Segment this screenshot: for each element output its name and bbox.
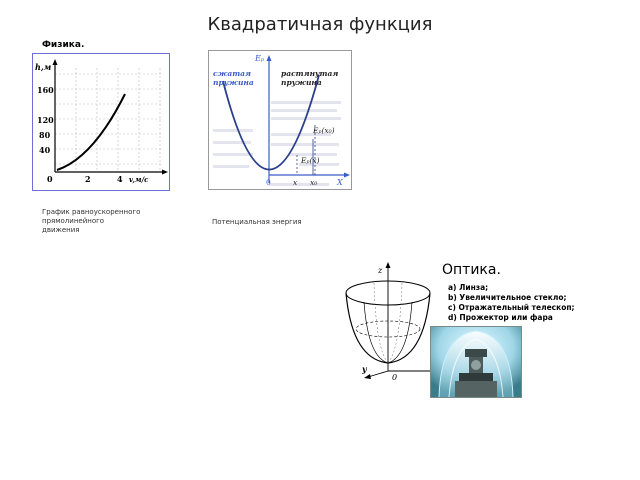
page-title: Квадратичная функция xyxy=(207,14,433,35)
list-item: d) Прожектор или фара xyxy=(448,313,553,322)
graph1-caption xyxy=(42,208,182,235)
physics-label: Физика. xyxy=(42,40,85,50)
optics-title: Оптика. xyxy=(442,262,501,278)
y-axis-label: h,м xyxy=(35,62,52,72)
fountain-photo xyxy=(430,326,522,398)
right-label-line: растянутая xyxy=(281,69,339,78)
paraboloid-svg xyxy=(334,259,442,407)
graph2-caption: Потенциальная энергия xyxy=(212,218,302,226)
x-tick: 4 xyxy=(117,174,123,184)
fountain-photo-svg xyxy=(431,327,521,397)
potential-energy-graph xyxy=(208,50,352,190)
left-label-line: пружина xyxy=(213,78,254,87)
right-label-line: пружина xyxy=(281,78,322,87)
potential-energy-graph-svg xyxy=(209,51,351,189)
list-item: a) Линза; xyxy=(448,283,489,292)
y-axis-label: y xyxy=(362,364,367,374)
y-tick: 80 xyxy=(39,130,51,140)
y-tick: 40 xyxy=(39,145,51,155)
z-axis-label: z xyxy=(378,266,383,275)
y-tick: 160 xyxy=(37,85,54,95)
x-tick: 0 xyxy=(47,174,53,184)
caption-line: График равноускоренного xyxy=(42,208,141,216)
list-item: c) Отражательный телескоп; xyxy=(448,303,575,312)
x0-tick: x₀ xyxy=(310,178,318,187)
list-item: b) Увеличительное стекло; xyxy=(448,293,567,302)
origin-label: 0 xyxy=(266,178,271,187)
x-axis-label: X xyxy=(337,178,343,187)
left-label-line: сжатая xyxy=(213,69,251,78)
velocity-height-graph-svg xyxy=(33,54,169,190)
caption-line: прямолинейного xyxy=(42,217,105,225)
ep-x-label: Eₚ(x) xyxy=(301,156,320,165)
x-tick: 2 xyxy=(85,174,91,184)
ep-x0-label: Eₚ(x₀) xyxy=(313,126,335,135)
paraboloid-figure xyxy=(334,259,442,407)
origin-label: 0 xyxy=(392,373,398,382)
caption-line: движения xyxy=(42,226,80,234)
y-tick: 120 xyxy=(37,115,54,125)
x-tick: x xyxy=(293,178,298,187)
y-axis-label: Eₚ xyxy=(255,54,265,63)
optics-list xyxy=(448,283,628,323)
x-axis-label: v,м/с xyxy=(129,175,149,184)
velocity-height-graph xyxy=(32,53,170,191)
